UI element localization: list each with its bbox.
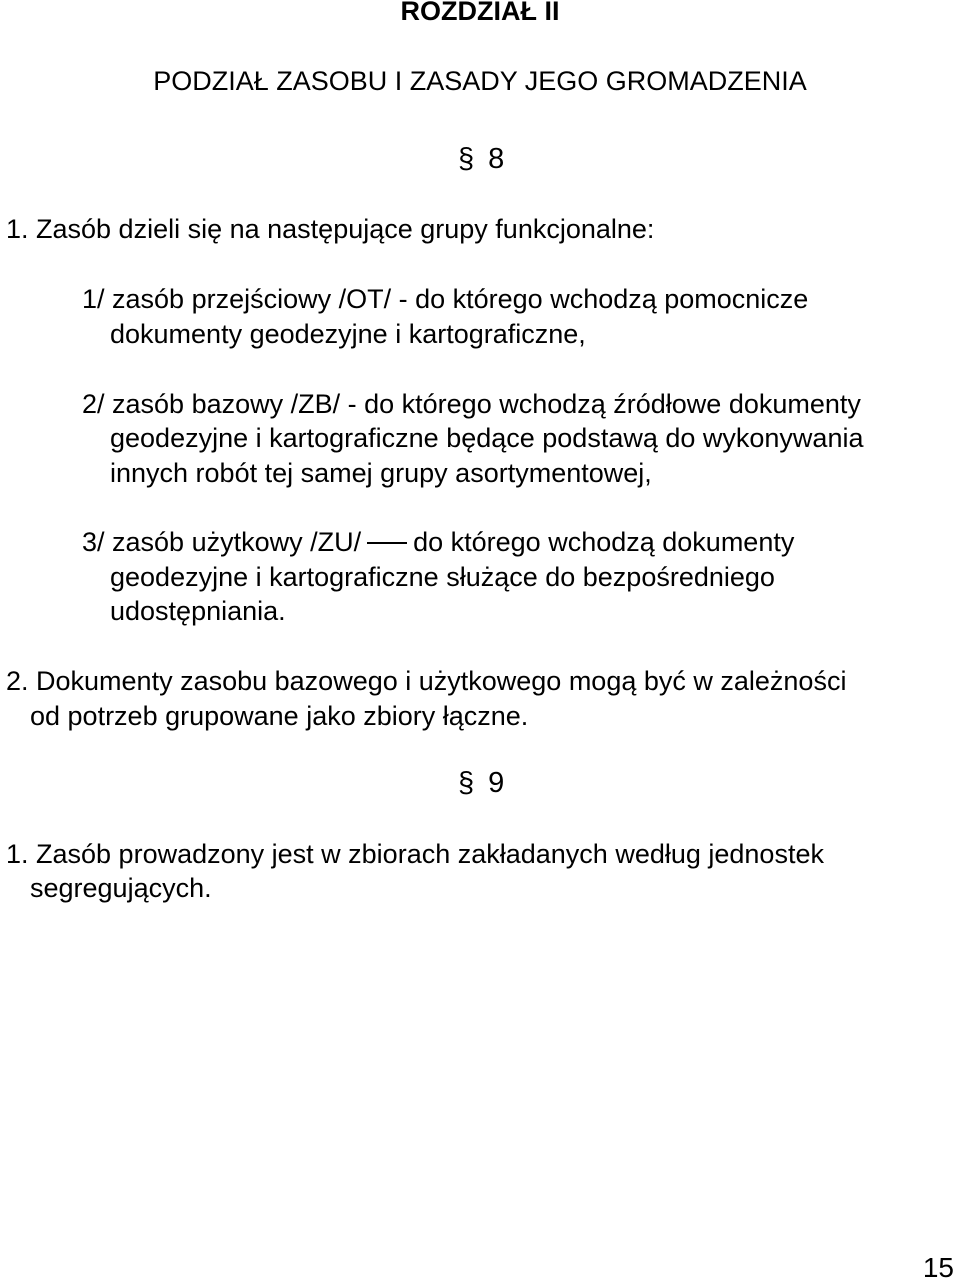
item-3-line-1 — [82, 525, 794, 560]
paragraph-2-line-1: 2. Dokumenty zasobu bazowego i użytkowego mogą być w zależności — [6, 666, 847, 696]
chapter-subtitle: PODZIAŁ ZASOBU I ZASADY JEGO GROMADZENIA — [153, 66, 807, 96]
section-number: 8 — [488, 143, 505, 175]
section-number: 9 — [488, 767, 505, 799]
section-9-heading — [458, 766, 504, 801]
chapter-title: ROZDZIAŁ II — [400, 0, 560, 26]
paragraph-9-1-line-2: segregujących. — [30, 873, 212, 903]
item-2-line-2: geodezyjne i kartograficzne będące podstawą do wykonywania — [110, 423, 864, 453]
paragraph-9-1-line-1: 1. Zasób prowadzony jest w zbiorach zakładanych według jednostek — [6, 839, 824, 869]
item-1-line-2: dokumenty geodezyjne i kartograficzne, — [110, 319, 586, 349]
item-3-line-3: udostępniania. — [110, 596, 286, 626]
section-symbol: § — [458, 767, 475, 799]
em-dash — [367, 542, 407, 544]
section-8-heading — [458, 142, 504, 177]
item-3-line-1-end: do którego wchodzą dokumenty — [413, 527, 795, 557]
item-1-line-1: 1/ zasób przejściowy /OT/ - do którego wchodzą pomocnicze — [82, 284, 809, 314]
page-number: 15 — [922, 1252, 954, 1283]
paragraph-2-line-2: od potrzeb grupowane jako zbiory łączne. — [30, 701, 529, 731]
item-3-line-2: geodezyjne i kartograficzne służące do bezpośredniego — [110, 562, 775, 592]
item-2-line-1: 2/ zasób bazowy /ZB/ - do którego wchodzą źródłowe dokumenty — [82, 389, 861, 419]
section-symbol: § — [458, 143, 475, 175]
item-2-line-3: innych robót tej samej grupy asortymentowej, — [110, 458, 652, 488]
paragraph-1: 1. Zasób dzieli się na następujące grupy funkcjonalne: — [6, 214, 655, 244]
item-3-line-1-start: 3/ zasób użytkowy /ZU/ — [82, 527, 362, 557]
